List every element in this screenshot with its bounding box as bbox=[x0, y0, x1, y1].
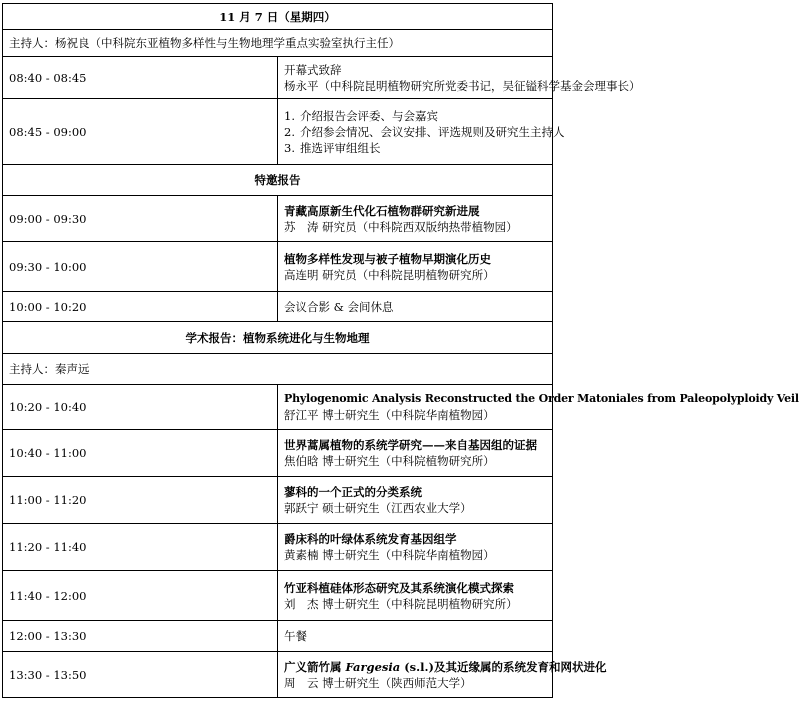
talk-row bbox=[3, 196, 553, 242]
content-cell bbox=[278, 524, 553, 571]
schedule-table bbox=[2, 3, 799, 698]
time-cell: 11:00 - 11:20 bbox=[3, 477, 278, 524]
section-header: 特邀报告 bbox=[3, 165, 553, 196]
speaker-info: 舒江平 博士研究生（中科院华南植物园） bbox=[284, 408, 495, 422]
content-cell bbox=[278, 652, 607, 698]
speaker-info: 黄素楠 博士研究生（中科院华南植物园） bbox=[284, 548, 495, 562]
agenda-list bbox=[284, 108, 565, 156]
content-cell bbox=[278, 196, 553, 242]
talk-row bbox=[3, 652, 553, 698]
talk-row bbox=[3, 242, 553, 292]
time-cell: 10:20 - 10:40 bbox=[3, 385, 278, 430]
talk-row bbox=[3, 477, 553, 524]
content-cell bbox=[278, 99, 565, 165]
host-label: 主持人：秦声远 bbox=[3, 354, 553, 385]
time-cell: 09:00 - 09:30 bbox=[3, 196, 278, 242]
host-row bbox=[3, 30, 553, 57]
agenda-item: 1. 介绍报告会评委、与会嘉宾 bbox=[284, 108, 438, 123]
content-cell bbox=[278, 430, 553, 477]
talk-row bbox=[3, 430, 553, 477]
section-header-row bbox=[3, 322, 553, 354]
content-cell bbox=[278, 571, 553, 621]
time-cell: 11:40 - 12:00 bbox=[3, 571, 278, 621]
session-title: 开幕式致辞 bbox=[284, 62, 342, 77]
section-header-row bbox=[3, 165, 553, 196]
time-cell: 08:45 - 09:00 bbox=[3, 99, 278, 165]
speaker-info: 苏 涛 研究员（中科院西双版纳热带植物园） bbox=[284, 219, 518, 234]
speaker-info: 焦伯晗 博士研究生（中科院植物研究所） bbox=[284, 454, 495, 468]
day-header: 11 月 7 日（星期四） bbox=[3, 4, 553, 30]
talk-row bbox=[3, 385, 553, 430]
talk-title: 竹亚科植硅体形态研究及其系统演化模式探索 bbox=[284, 580, 514, 595]
talk-title: 植物多样性发现与被子植物早期演化历史 bbox=[284, 251, 491, 266]
schedule-row bbox=[3, 57, 553, 99]
break-label: 午餐 bbox=[278, 621, 553, 652]
talk-row bbox=[3, 524, 553, 571]
talk-title: Phylogenomic Analysis Reconstructed the Order Matoniales from Paleopolyploidy Veil bbox=[284, 392, 799, 405]
section-header: 学术报告：植物系统进化与生物地理 bbox=[3, 322, 553, 354]
talk-row bbox=[3, 571, 553, 621]
break-label: 会议合影 & 会间休息 bbox=[278, 292, 553, 322]
time-cell: 12:00 - 13:30 bbox=[3, 621, 278, 652]
content-cell bbox=[278, 242, 553, 292]
content-cell bbox=[278, 385, 799, 430]
agenda-item: 3. 推选评审组组长 bbox=[284, 140, 381, 155]
agenda-item: 2. 介绍参会情况、会议安排、评选规则及研究生主持人 bbox=[284, 124, 565, 139]
time-cell: 08:40 - 08:45 bbox=[3, 57, 278, 99]
talk-title: 爵床科的叶绿体系统发育基因组学 bbox=[284, 532, 457, 546]
time-cell: 13:30 - 13:50 bbox=[3, 652, 278, 698]
talk-title: 蓼科的一个正式的分类系统 bbox=[284, 485, 422, 499]
speaker-info: 郭跃宁 硕士研究生（江西农业大学） bbox=[284, 501, 472, 515]
talk-title: 广义箭竹属 Fargesia (s.l.)及其近缘属的系统发育和网状进化 bbox=[284, 659, 607, 674]
speaker-info: 周 云 博士研究生（陕西师范大学） bbox=[284, 675, 472, 690]
time-cell: 11:20 - 11:40 bbox=[3, 524, 278, 571]
content-cell bbox=[278, 57, 641, 99]
talk-title: 青藏高原新生代化石植物群研究新进展 bbox=[284, 203, 480, 218]
time-cell: 10:00 - 10:20 bbox=[3, 292, 278, 322]
break-row bbox=[3, 292, 553, 322]
day-header-row bbox=[3, 4, 553, 30]
speaker-info: 高连明 研究员（中科院昆明植物研究所） bbox=[284, 267, 495, 282]
time-cell: 10:40 - 11:00 bbox=[3, 430, 278, 477]
host-row bbox=[3, 354, 553, 385]
host-label: 主持人：杨祝良（中科院东亚植物多样性与生物地理学重点实验室执行主任） bbox=[3, 30, 553, 57]
speaker-info: 杨永平（中科院昆明植物研究所党委书记，吴征镒科学基金会理事长） bbox=[284, 78, 641, 93]
break-row bbox=[3, 621, 553, 652]
time-cell: 09:30 - 10:00 bbox=[3, 242, 278, 292]
talk-title: 世界蒿属植物的系统学研究——来自基因组的证据 bbox=[284, 438, 537, 452]
speaker-info: 刘 杰 博士研究生（中科院昆明植物研究所） bbox=[284, 596, 518, 611]
schedule-row bbox=[3, 99, 553, 165]
content-cell bbox=[278, 477, 553, 524]
